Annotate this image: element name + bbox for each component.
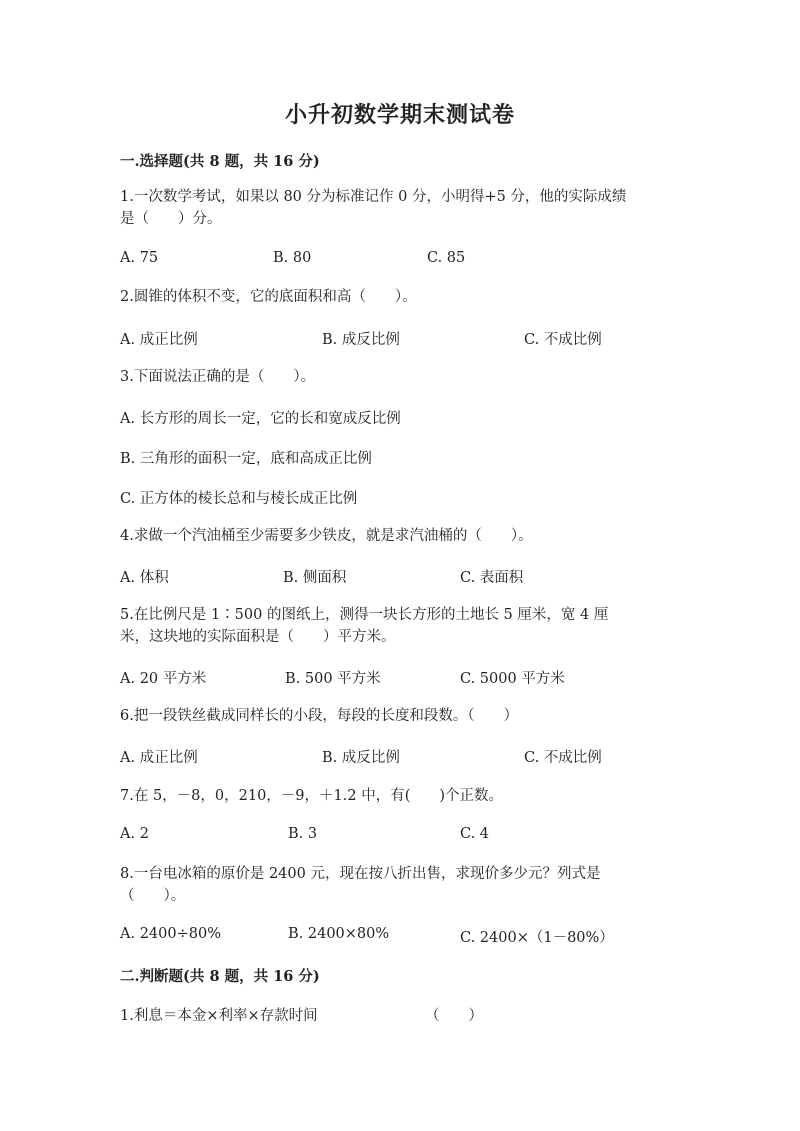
question-2 (120, 286, 680, 308)
question-8-option-a: A. 2400÷80% (120, 926, 221, 942)
question-6 (120, 705, 680, 727)
question-4-option-c: C. 表面积 (460, 570, 524, 586)
question-3-line-1: 3.下面说法正确的是（ ）。 (120, 369, 316, 385)
question-2-option-a: A. 成正比例 (120, 332, 198, 348)
question-8-option-b: B. 2400×80% (288, 926, 390, 942)
question-7 (120, 785, 680, 807)
question-3-option-a: A. 长方形的周长一定，它的长和宽成反比例 (120, 411, 401, 427)
question-1-option-c: C. 85 (427, 250, 466, 266)
question-7-option-b: B. 3 (288, 826, 318, 842)
question-4 (120, 525, 680, 547)
question-1-line-2: 是（ ）分。 (120, 211, 222, 227)
question-2-option-c: C. 不成比例 (524, 332, 602, 348)
question-8-line-1: 8.一台电冰箱的原价是 2400 元，现在按八折出售，求现价多少元？列式是 (120, 866, 601, 882)
page-title: 小升初数学期末测试卷 (284, 102, 515, 128)
question-5-option-a: A. 20 平方米 (120, 671, 207, 687)
question-4-option-a: A. 体积 (120, 570, 169, 586)
question-6-option-a: A. 成正比例 (120, 750, 198, 766)
question-6-option-b: B. 成反比例 (322, 750, 400, 766)
question-1 (120, 186, 680, 230)
question-8-option-c: C. 2400×（1－80%） (460, 930, 614, 946)
question-5-line-2: 米，这块地的实际面积是（ ）平方米。 (120, 629, 396, 645)
question-6-line-1: 6.把一段铁丝截成同样长的小段，每段的长度和段数。（ ） (120, 708, 519, 724)
question-1-option-b: B. 80 (273, 250, 312, 266)
question-8-line-2: （ ）。 (120, 888, 186, 904)
question-6-option-c: C. 不成比例 (524, 750, 602, 766)
question-5 (120, 604, 680, 648)
question-8 (120, 863, 680, 907)
question-7-option-a: A. 2 (120, 826, 149, 842)
judgement-question-1: 1.利息＝本金×利率×存款时间 (120, 1008, 318, 1024)
question-5-option-b: B. 500 平方米 (285, 671, 381, 687)
question-5-line-1: 5.在比例尺是 1∶500 的图纸上，测得一块长方形的土地长 5 厘米，宽 4 厘 (120, 607, 609, 623)
question-4-line-1: 4.求做一个汽油桶至少需要多少铁皮，就是求汽油桶的（ ）。 (120, 528, 533, 544)
question-7-option-c: C. 4 (460, 826, 490, 842)
question-2-line-1: 2.圆锥的体积不变，它的底面积和高（ ）。 (120, 289, 417, 305)
question-1-line-1: 1.一次数学考试，如果以 80 分为标准记作 0 分，小明得+5 分，他的实际成绩 (120, 189, 627, 205)
question-5-option-c: C. 5000 平方米 (460, 671, 565, 687)
judgement-question-1-bracket: （ ） (425, 1008, 483, 1024)
question-3-option-b: B. 三角形的面积一定，底和高成正比例 (120, 451, 372, 467)
question-4-option-b: B. 侧面积 (283, 570, 347, 586)
section-heading-choice: 一.选择题(共 8 题，共 16 分) (120, 153, 320, 170)
question-2-option-b: B. 成反比例 (322, 332, 400, 348)
question-1-option-a: A. 75 (120, 250, 159, 266)
question-3 (120, 366, 680, 388)
section-heading-judgement: 二.判断题(共 8 题，共 16 分) (120, 968, 320, 985)
question-3-option-c: C. 正方体的棱长总和与棱长成正比例 (120, 491, 358, 507)
question-7-line-1: 7.在 5，－8，0，210，－9，＋1.2 中，有( )个正数。 (120, 788, 504, 804)
